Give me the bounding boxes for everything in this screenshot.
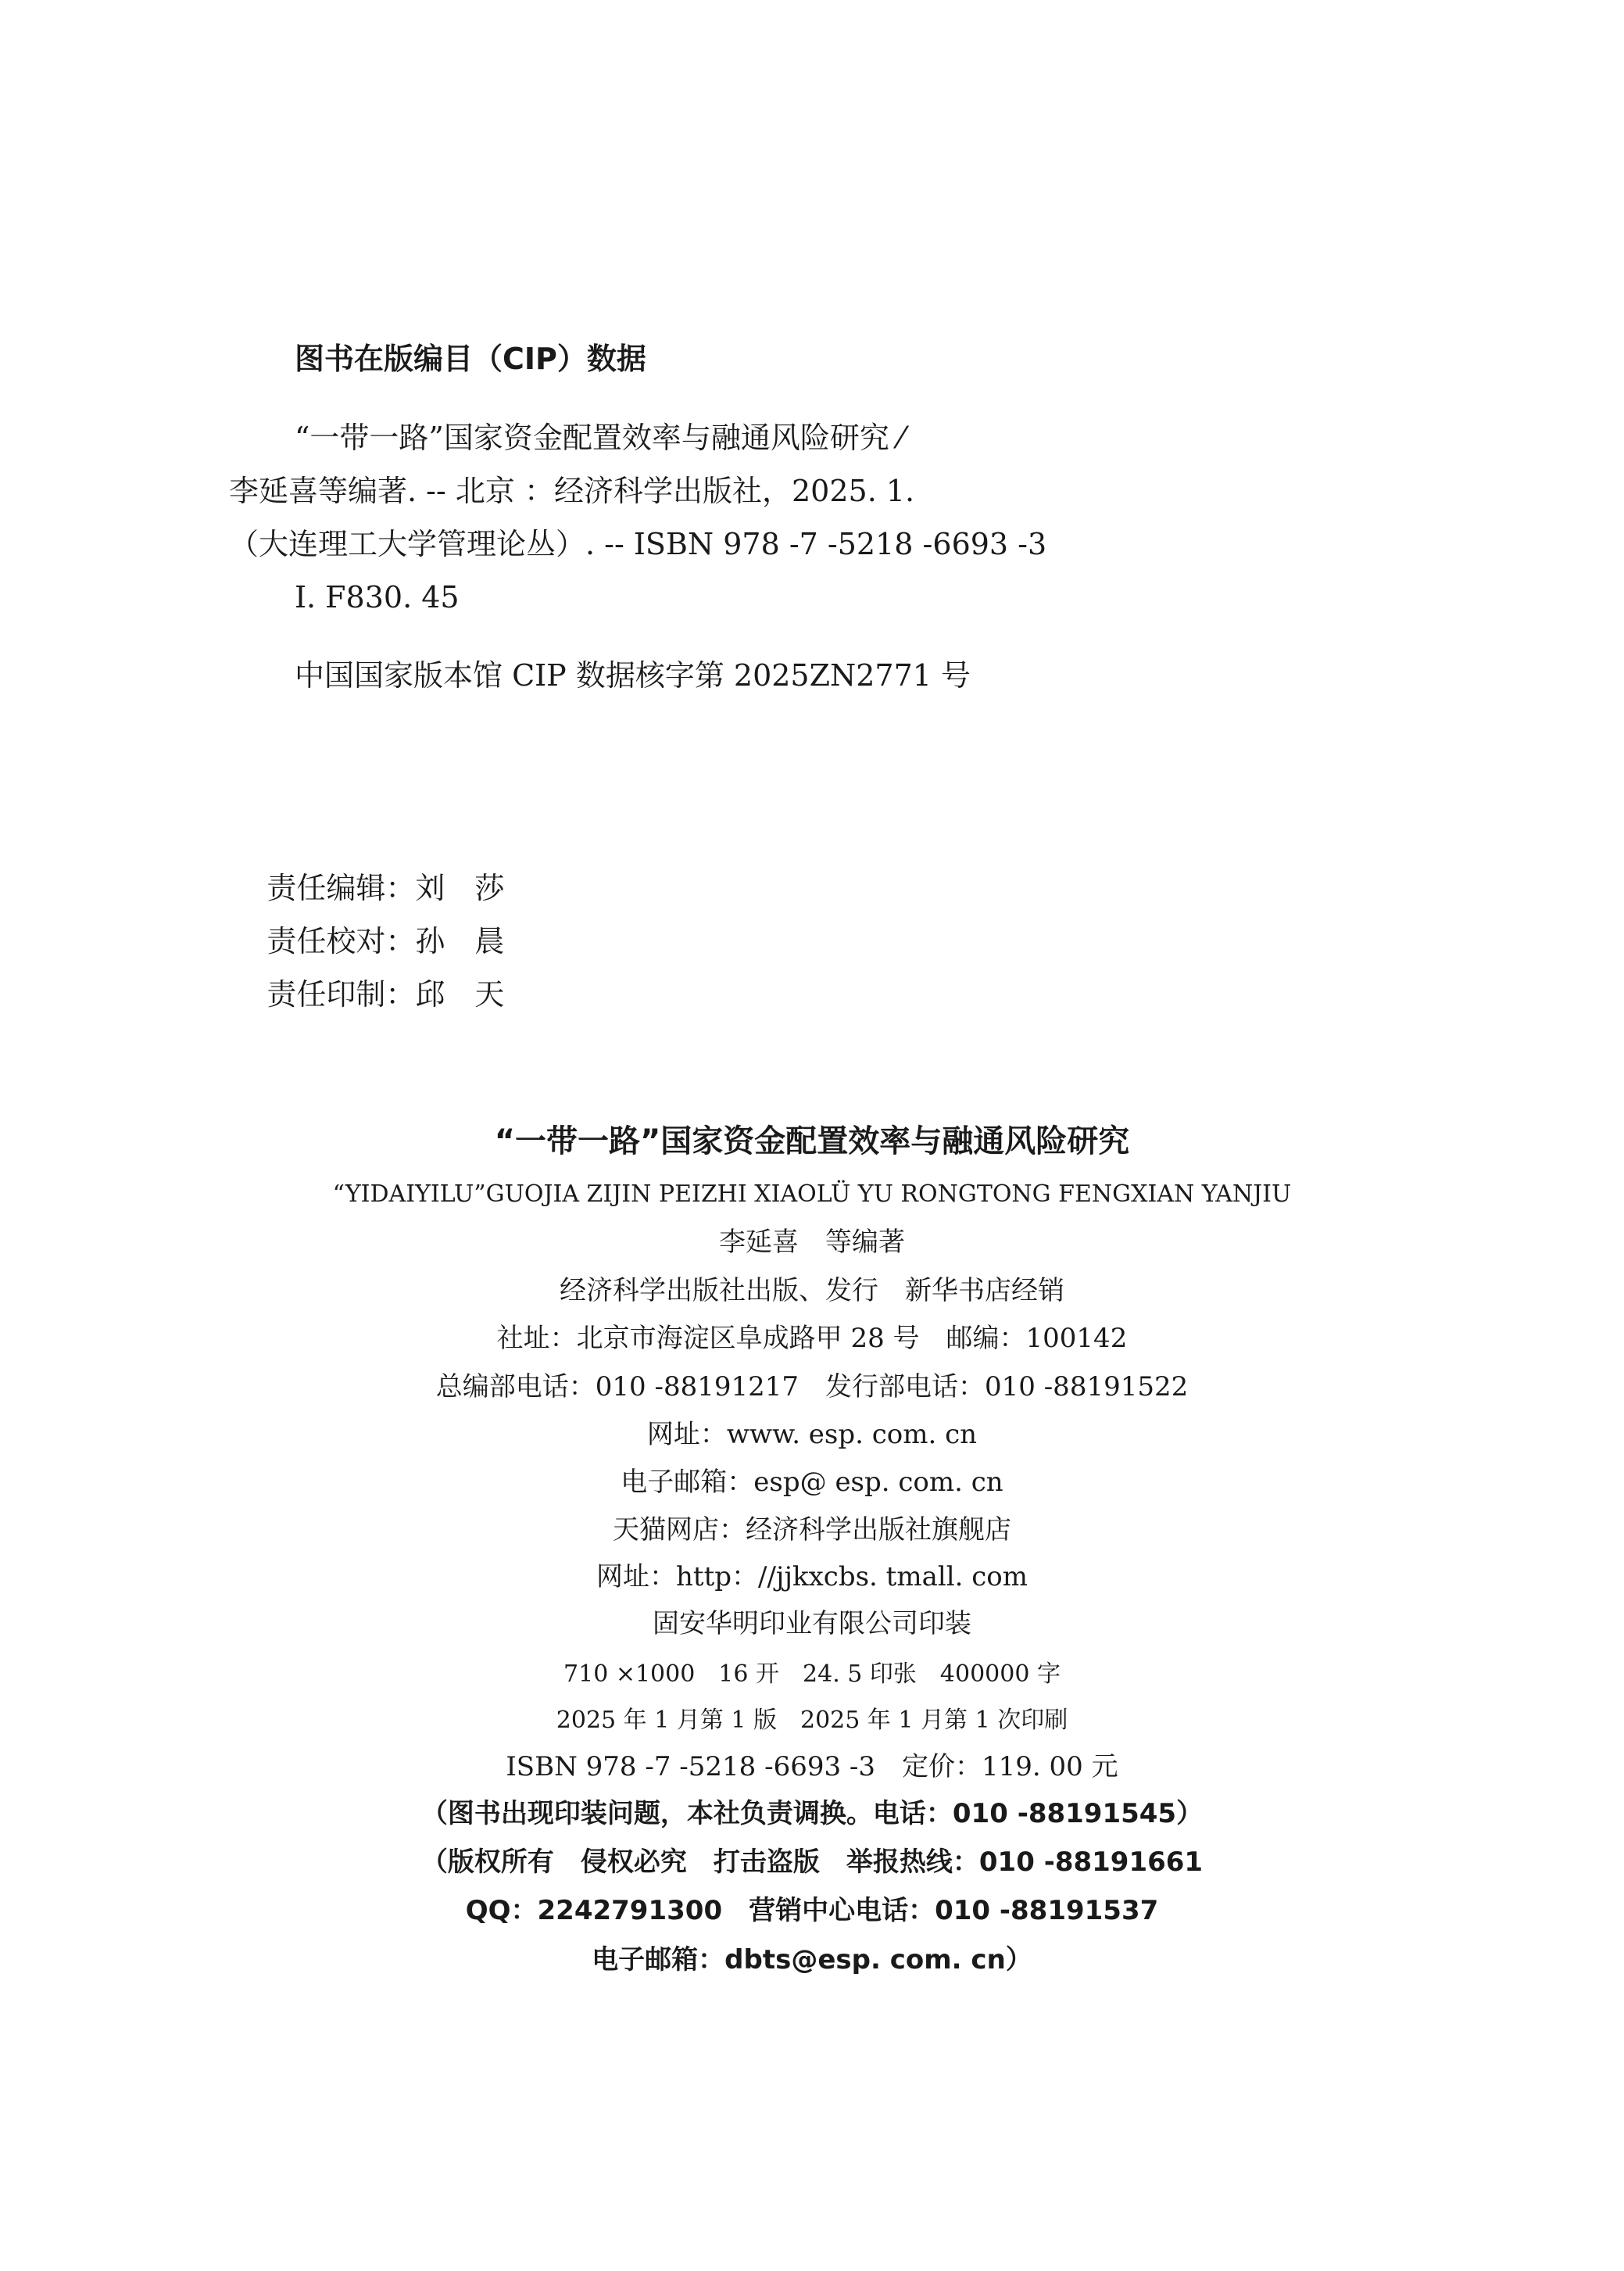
cip-heading: 图书在版编目（CIP）数据 [295,342,646,376]
colophon-tmall-url: 网址：http：//jjkxcbs. tmall. com [596,1561,1028,1592]
colophon-author: 李延喜 等编著 [719,1227,905,1258]
colophon-notice-email: 电子邮箱：dbts@esp. com. cn） [592,1944,1032,1975]
colophon-title-pinyin: “YIDAIYILU”GUOJIA ZIJIN PEIZHI XIAOLÜ YU RONGTONG FENGXIAN YANJIU [332,1180,1292,1208]
responsibility-label: 责任印制： [266,977,416,1012]
colophon-address: 社址：北京市海淀区阜成路甲 28 号 邮编：100142 [496,1323,1128,1354]
colophon-title: “一带一路”国家资金配置效率与融通风险研究 [494,1123,1130,1159]
colophon-tmall-store: 天猫网店：经济科学出版社旗舰店 [613,1514,1011,1546]
cip-line-series-isbn: （大连理工大学管理论丛）. -- ISBN 978 -7 -5218 -6693 -3 [229,527,1047,561]
colophon-format: 710 ×1000 16 开 24. 5 印张 400000 字 [563,1660,1061,1688]
colophon-edition: 2025 年 1 月第 1 版 2025 年 1 月第 1 次印刷 [556,1707,1068,1734]
responsibility-name: 刘 莎 [415,871,505,905]
colophon-phones: 总编部电话：010 -88191217 发行部电话：010 -88191522 [435,1371,1189,1402]
colophon-publisher: 经济科学出版社出版、发行 新华书店经销 [560,1275,1064,1306]
colophon-notice-defects: （图书出现印装问题，本社负责调换。电话：010 -88191545） [420,1798,1204,1829]
responsibility-name: 邱 天 [415,977,505,1012]
colophon-notice-copyright: （版权所有 侵权必究 打击盗版 举报热线：010 -88191661 [420,1847,1204,1878]
responsibility-name: 孙 晨 [415,924,505,958]
cip-line-title: “一带一路”国家资金配置效率与融通风险研究 ⁄ [295,421,904,455]
cip-line-classification: Ⅰ. F830. 45 [295,580,460,614]
colophon-email: 电子邮箱：esp@ esp. com. cn [621,1467,1003,1498]
responsibility-label: 责任编辑： [266,871,416,905]
colophon-printer: 固安华明印业有限公司印装 [653,1608,971,1639]
colophon-notice-marketing: QQ：2242791300 营销中心电话：010 -88191537 [465,1895,1159,1926]
colophon-website: 网址：www. esp. com. cn [646,1419,978,1450]
responsibility-printing [229,950,504,1039]
cip-verification-number: 中国国家版本馆 CIP 数据核字第 2025ZN2771 号 [295,658,971,693]
colophon-isbn-price: ISBN 978 -7 -5218 -6693 -3 定价：119. 00 元 [506,1751,1118,1782]
responsibility-label: 责任校对： [266,924,416,958]
cip-line-author: 李延喜等编著. -- 北京 ：经济科学出版社，2025. 1. [229,474,915,508]
